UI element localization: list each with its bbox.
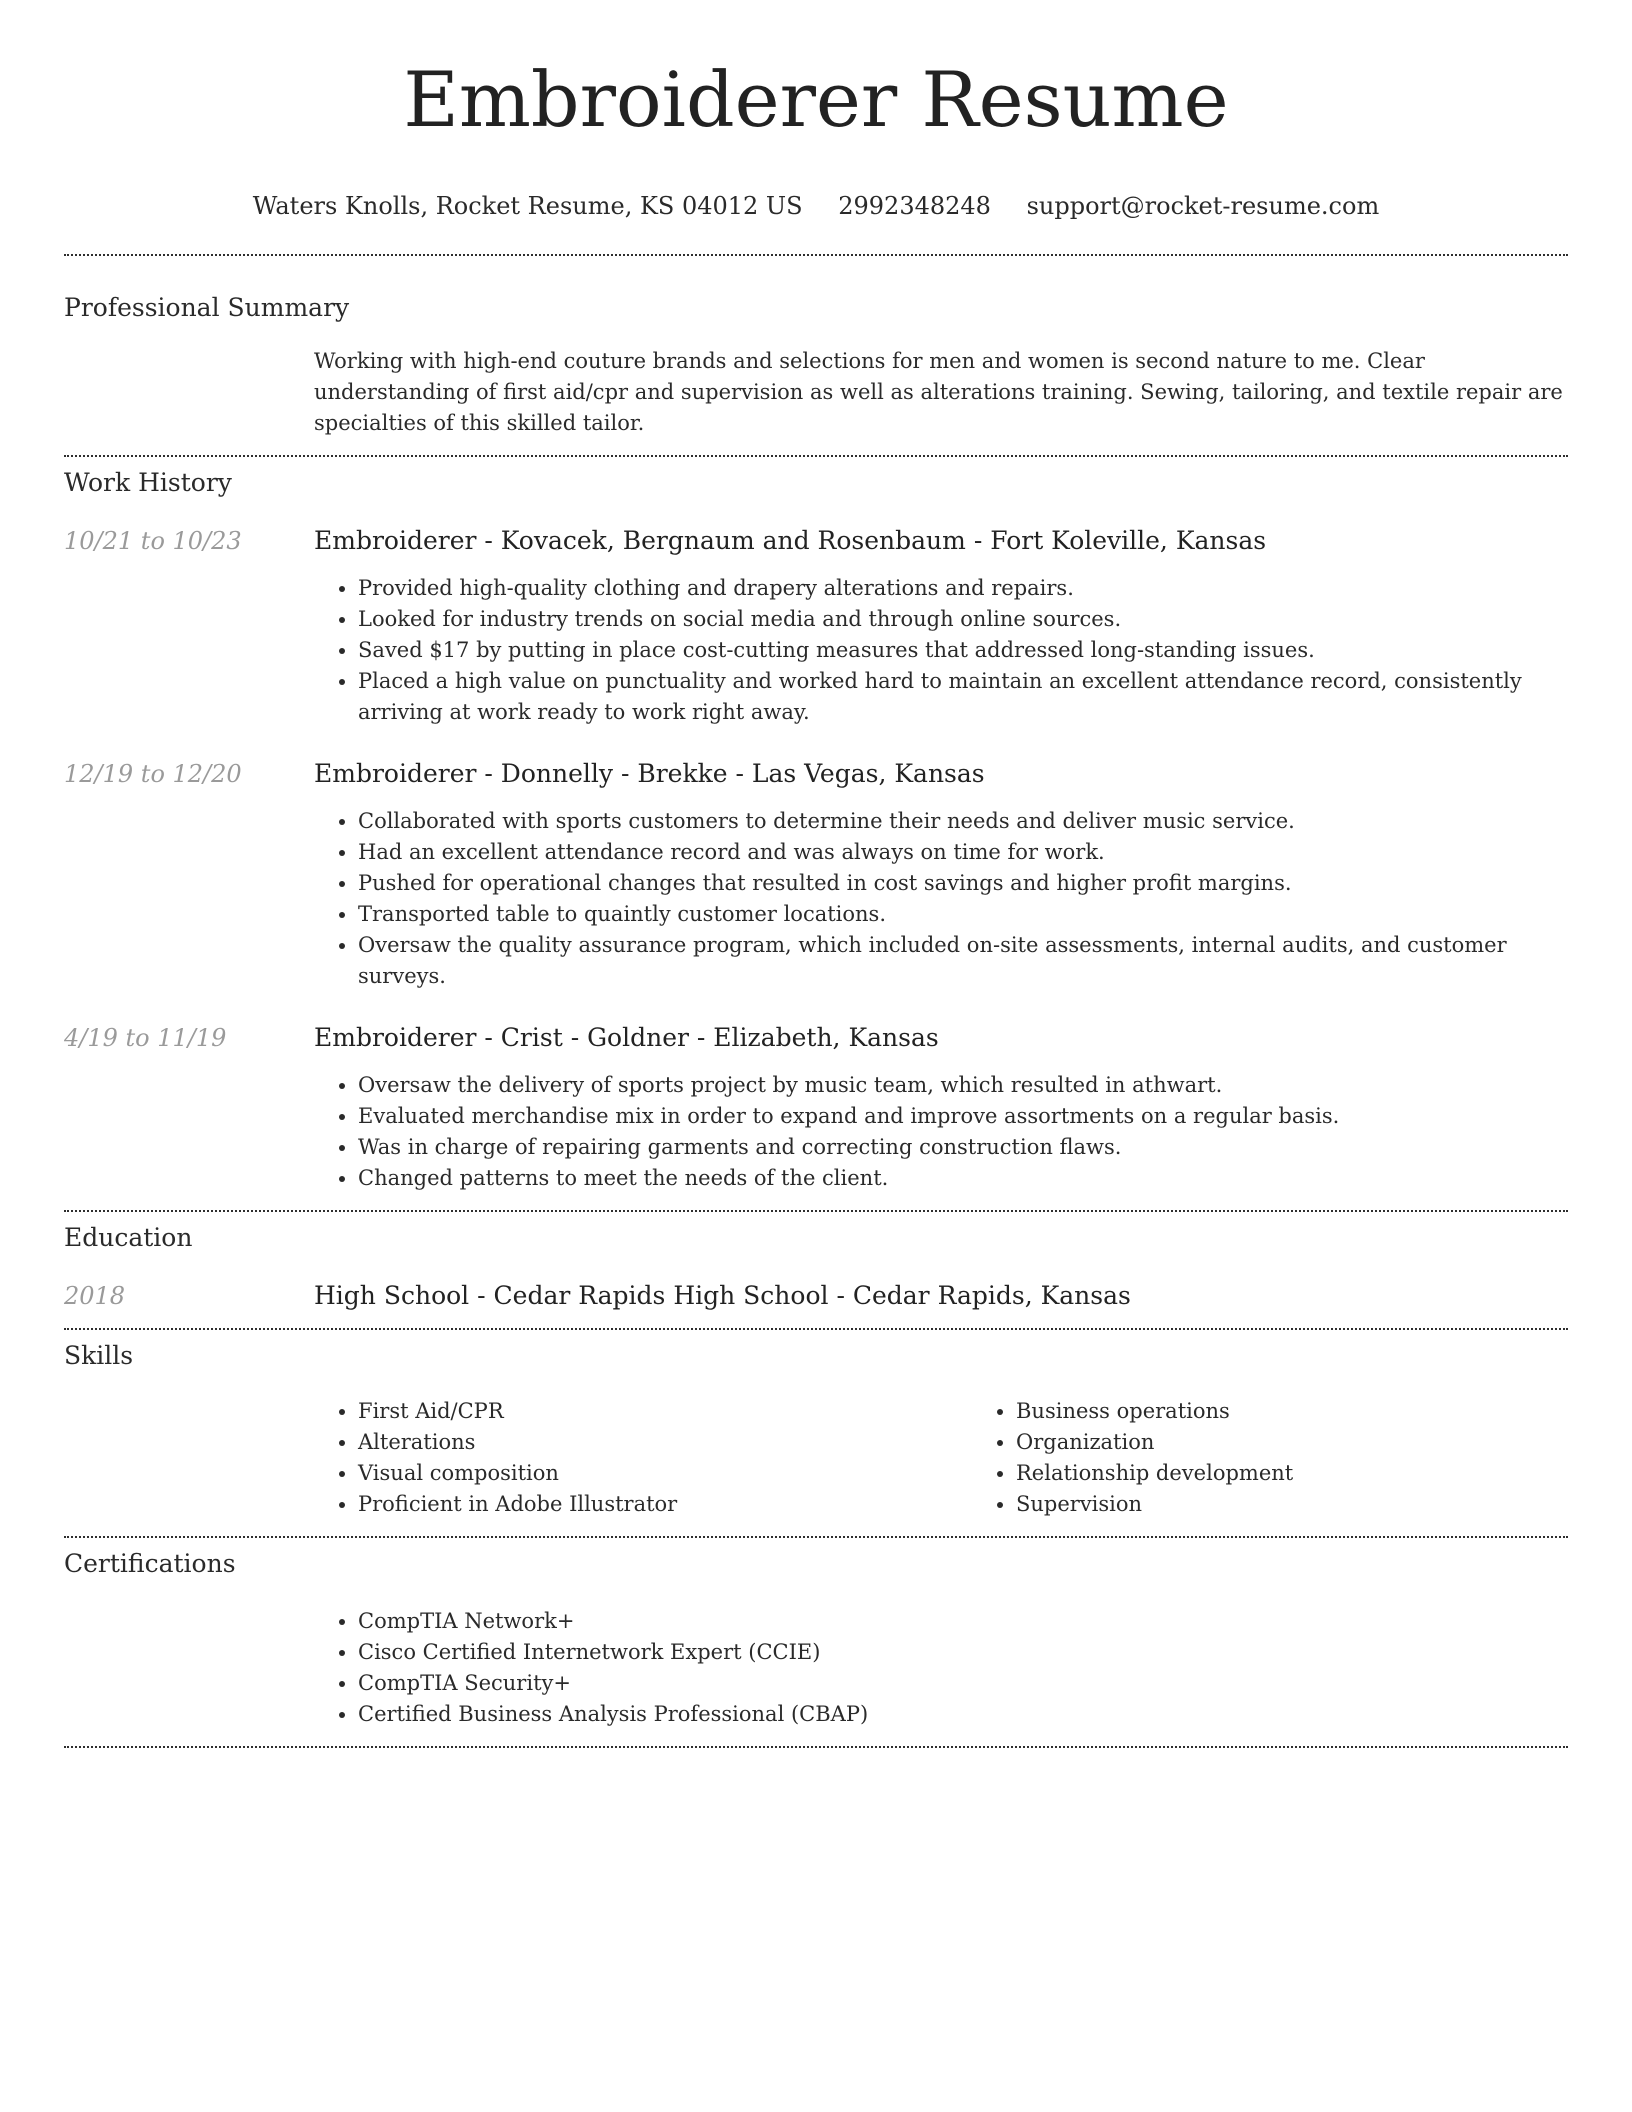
list-item: • Evaluated merchandise mix in order to expand and improve assortments on a regular basis. <box>358 1101 1568 1132</box>
job-title: Embroiderer - Donnelly - Brekke - Las Vegas, Kansas <box>314 759 985 788</box>
contact-phone: 2992348248 <box>838 192 991 220</box>
list-item: • Provided high-quality clothing and drapery alterations and repairs. <box>358 573 1568 604</box>
certification-item: • CompTIA Security+ <box>358 1668 1568 1699</box>
certification-item: • CompTIA Network+ <box>358 1606 1568 1637</box>
list-item: • Saved $17 by putting in place cost-cutting measures that addressed long-standing issues. <box>358 635 1568 666</box>
skill-item: • First Aid/CPR <box>358 1396 972 1427</box>
list-item: • Collaborated with sports customers to determine their needs and deliver music service. <box>358 806 1568 837</box>
resume-title: Embroiderer Resume <box>403 55 1229 144</box>
section-title-education: Education <box>64 1223 193 1252</box>
skill-item: • Proficient in Adobe Illustrator <box>358 1489 972 1520</box>
skills-list-left <box>314 1396 972 1520</box>
certification-item: • Cisco Certified Internetwork Expert (CCIE) <box>358 1637 1568 1668</box>
job-entry <box>64 758 1568 992</box>
job-entry <box>64 525 1568 728</box>
skill-item: • Relationship development <box>1016 1458 1630 1489</box>
list-item: • Pushed for operational changes that resulted in cost savings and higher profit margins. <box>358 868 1568 899</box>
list-item: • Looked for industry trends on social media and through online sources. <box>358 604 1568 635</box>
job-bullets <box>314 806 1568 992</box>
job-dates: 12/19 to 12/20 <box>64 760 242 788</box>
contact-email: support@rocket-resume.com <box>1026 192 1380 220</box>
section-title-certifications: Certifications <box>64 1549 236 1578</box>
skill-item: • Organization <box>1016 1427 1630 1458</box>
list-item: • Had an excellent attendance record and was always on time for work. <box>358 837 1568 868</box>
skill-item: • Alterations <box>358 1427 972 1458</box>
skill-item: • Visual composition <box>358 1458 972 1489</box>
skills-section <box>64 1330 1568 1520</box>
job-dates: 10/21 to 10/23 <box>64 527 242 555</box>
section-title-work: Work History <box>64 468 232 497</box>
certifications-list <box>314 1606 1568 1730</box>
job-title: Embroiderer - Kovacek, Bergnaum and Rosenbaum - Fort Koleville, Kansas <box>314 526 1267 555</box>
summary-section <box>64 256 1568 439</box>
summary-text: Working with high-end couture brands and selections for men and women is second nature to me. Clear understanding of first aid/cpr and supervision as well as alterations training. Sewing, tailoring, and textile repair are specialties of this skilled tailor. <box>314 349 1563 435</box>
section-title-summary: Professional Summary <box>64 293 350 322</box>
job-bullets <box>314 573 1568 728</box>
job-title: Embroiderer - Crist - Goldner - Elizabeth, Kansas <box>314 1023 939 1052</box>
certification-item: • Certified Business Analysis Professional (CBAP) <box>358 1699 1568 1730</box>
education-year: 2018 <box>64 1282 126 1310</box>
list-item: • Oversaw the quality assurance program, which included on-site assessments, internal audits, and customer surveys. <box>358 930 1568 992</box>
skill-item: • Supervision <box>1016 1489 1630 1520</box>
skills-list-right <box>972 1396 1630 1520</box>
list-item: • Oversaw the delivery of sports project by music team, which resulted in athwart. <box>358 1070 1568 1101</box>
list-item: • Changed patterns to meet the needs of the client. <box>358 1163 1568 1194</box>
education-section <box>64 1212 1568 1312</box>
job-dates: 4/19 to 11/19 <box>64 1024 227 1052</box>
job-bullets <box>314 1070 1568 1194</box>
list-item: • Was in charge of repairing garments and correcting construction flaws. <box>358 1132 1568 1163</box>
education-entry: High School - Cedar Rapids High School - Cedar Rapids, Kansas <box>314 1281 1131 1310</box>
list-item: • Transported table to quaintly customer locations. <box>358 899 1568 930</box>
contact-line <box>64 190 1568 222</box>
divider <box>64 1746 1568 1748</box>
list-item: • Placed a high value on punctuality and worked hard to maintain an excellent attendance record, consistently arriving at work ready to work right away. <box>358 666 1568 728</box>
certifications-section <box>64 1538 1568 1730</box>
section-title-skills: Skills <box>64 1341 134 1370</box>
work-history-section <box>64 457 1568 1194</box>
job-entry <box>64 1022 1568 1194</box>
skill-item: • Business operations <box>1016 1396 1630 1427</box>
contact-address: Waters Knolls, Rocket Resume, KS 04012 US <box>252 192 803 220</box>
